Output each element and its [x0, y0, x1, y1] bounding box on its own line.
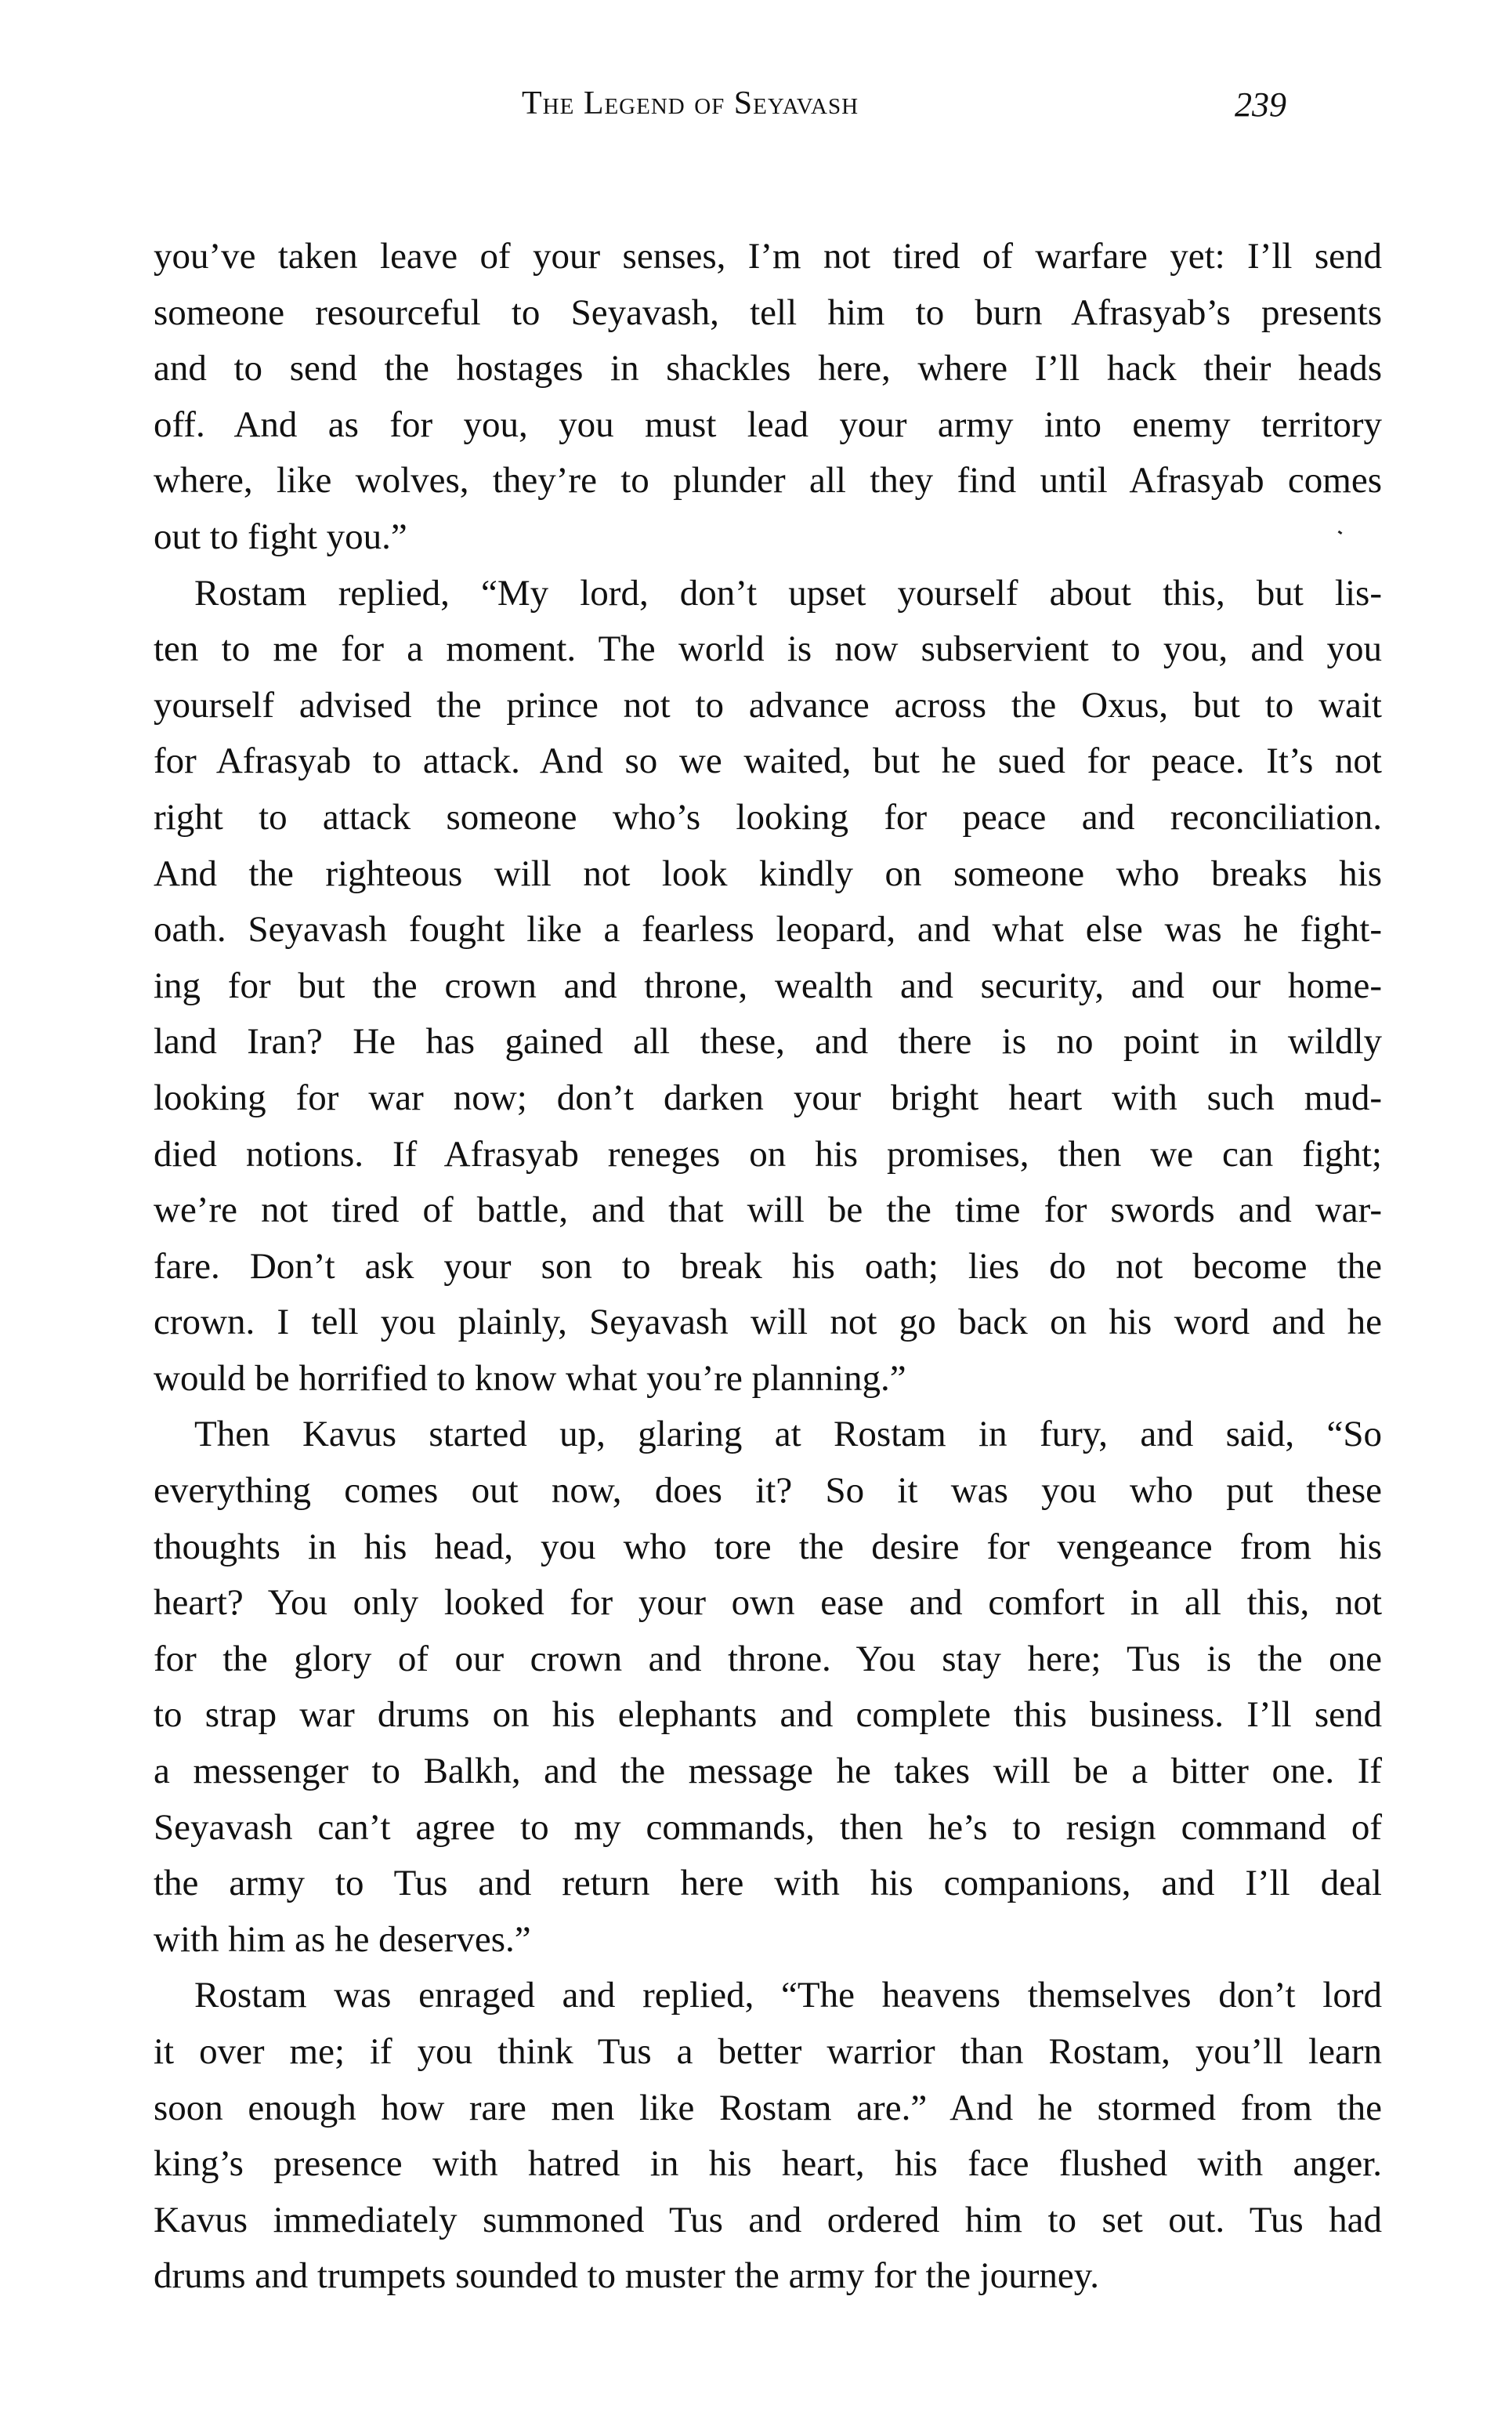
paragraph-4 [154, 1968, 1382, 2305]
text-line: And the righteous will not look kindly on someone who breaks his [154, 853, 1382, 894]
text-line: land Iran? He has gained all these, and there is no point in wildly [154, 1021, 1382, 1063]
text-line: Rostam was enraged and replied, “The heavens themselves don’t lord [194, 1975, 1382, 2016]
text-line: to strap war drums on his elephants and complete this business. I’ll send [154, 1694, 1382, 1736]
running-title: The Legend of Seyavash [522, 85, 859, 121]
text-line: looking for war now; don’t darken your bright heart with such mud- [154, 1077, 1382, 1118]
text-line: oath. Seyavash fought like a fearless leopard, and what else was he fight- [154, 909, 1382, 951]
text-line: drums and trumpets sounded to muster the army for the journey. [154, 2255, 1099, 2297]
text-line: Then Kavus started up, glaring at Rostam in fury, and said, “So [194, 1414, 1382, 1455]
body-text [154, 229, 1382, 2305]
paragraph-2 [154, 566, 1382, 1407]
paragraph-3 [154, 1407, 1382, 1968]
text-line: ten to me for a moment. The world is now subservient to you, and you [154, 628, 1382, 670]
text-line: thoughts in his head, you who tore the desire for vengeance from his [154, 1526, 1382, 1567]
text-line: off. And as for you, you must lead your army into enemy territory [154, 404, 1382, 445]
text-line: with him as he deserves.” [154, 1918, 531, 1960]
text-line: we’re not tired of battle, and that will be the time for swords and war- [154, 1190, 1382, 1231]
text-line: for Afrasyab to attack. And so we waited, but he sued for peace. It’s not [154, 741, 1382, 782]
text-line: out to fight you.” [154, 516, 407, 557]
text-line: right to attack someone who’s looking for peace and reconciliation. [154, 796, 1382, 838]
paragraph-1 [154, 229, 1382, 566]
text-line: ing for but the crown and throne, wealth and security, and our home- [154, 965, 1382, 1006]
text-line: the army to Tus and return here with his companions, and I’ll deal [154, 1863, 1382, 1904]
page-number: 239 [1235, 85, 1286, 124]
text-line: someone resourceful to Seyavash, tell him to burn Afrasyab’s presents [154, 292, 1382, 333]
text-line: yourself advised the prince not to advance across the Oxus, but to wait [154, 684, 1382, 726]
text-line: it over me; if you think Tus a better warrior than Rostam, you’ll learn [154, 2031, 1382, 2072]
text-line: Kavus immediately summoned Tus and ordered him to set out. Tus had [154, 2199, 1382, 2240]
text-line: Rostam replied, “My lord, don’t upset yourself about this, but lis- [194, 572, 1382, 614]
text-line: would be horrified to know what you’re planning.” [154, 1357, 906, 1399]
text-line: you’ve taken leave of your senses, I’m not tired of warfare yet: I’ll send [154, 236, 1382, 277]
text-line: king’s presence with hatred in his heart, his face flushed with anger. [154, 2143, 1382, 2185]
text-line: a messenger to Balkh, and the message he takes will be a bitter one. If [154, 1751, 1382, 1792]
text-line: fare. Don’t ask your son to break his oath; lies do not become the [154, 1245, 1382, 1287]
text-line: everything comes out now, does it? So it was you who put these [154, 1470, 1382, 1512]
text-line: heart? You only looked for your own ease and comfort in all this, not [154, 1582, 1382, 1624]
text-line: soon enough how rare men like Rostam are.” And he stormed from the [154, 2087, 1382, 2128]
text-line: and to send the hostages in shackles here, where I’ll hack their heads [154, 348, 1382, 389]
running-head [0, 85, 1512, 132]
text-line: where, like wolves, they’re to plunder all they find until Afrasyab comes [154, 460, 1382, 502]
text-line: Seyavash can’t agree to my commands, then he’s to resign command of [154, 1806, 1382, 1848]
text-line: for the glory of our crown and throne. You stay here; Tus is the one [154, 1638, 1382, 1679]
text-line: died notions. If Afrasyab reneges on his promises, then we can fight; [154, 1133, 1382, 1175]
text-line: crown. I tell you plainly, Seyavash will not go back on his word and he [154, 1302, 1382, 1343]
